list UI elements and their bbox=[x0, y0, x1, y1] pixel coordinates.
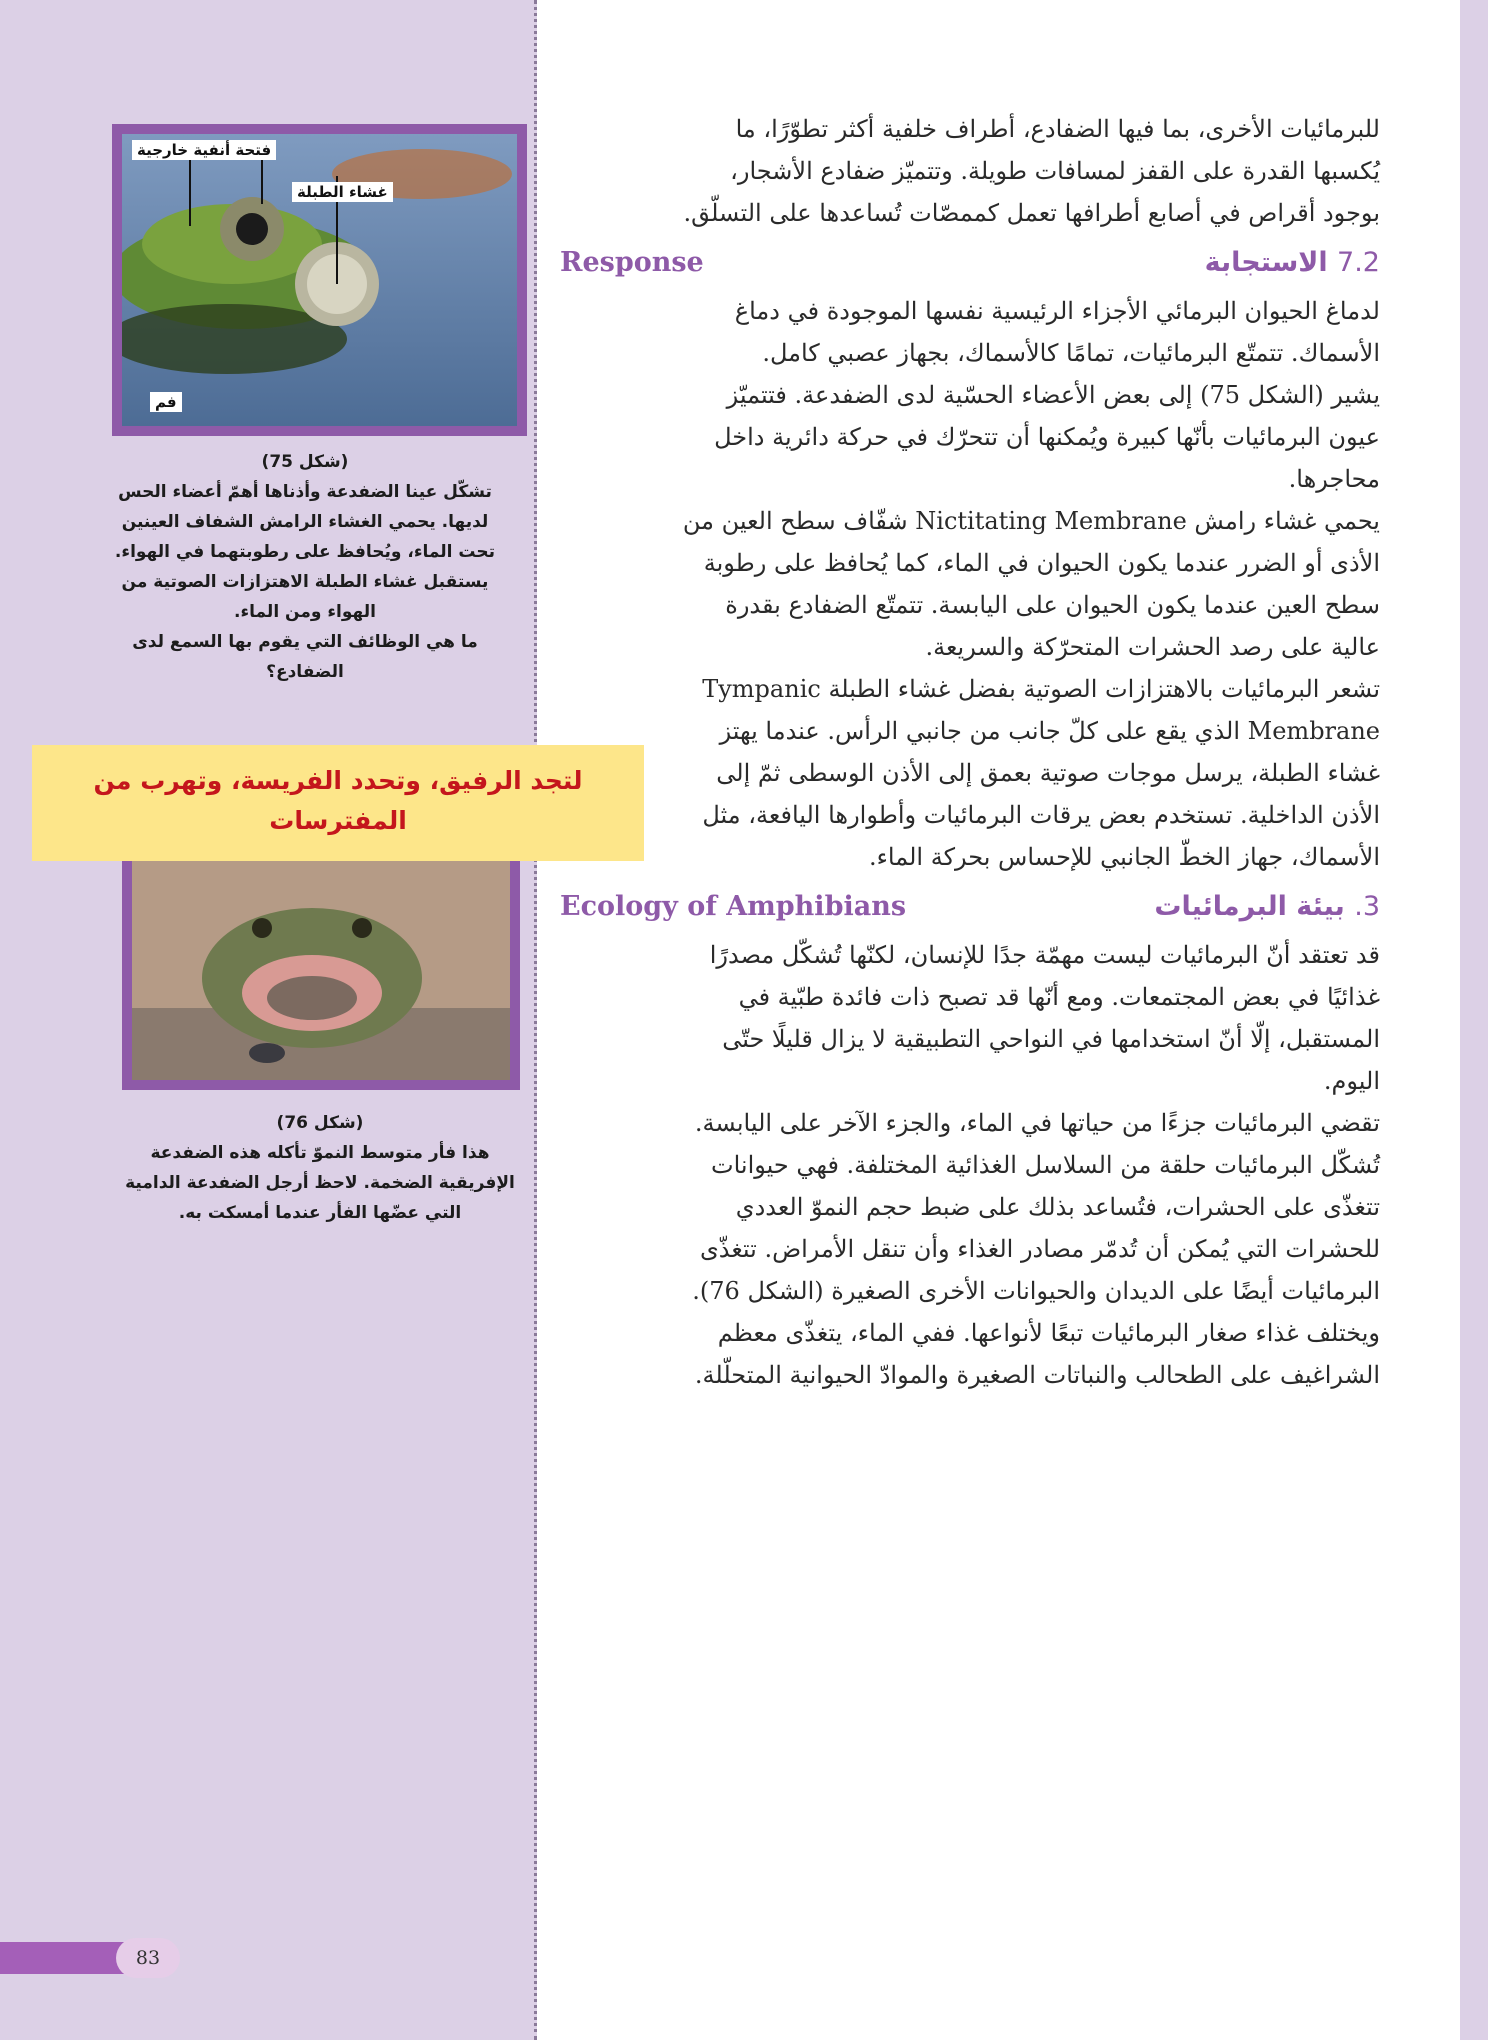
text-line: اليوم. bbox=[1323, 1067, 1380, 1095]
text-line: غذائيًا في بعض المجتمعات. ومع أنّها قد تصبح ذات فائدة طبّية في bbox=[738, 983, 1380, 1011]
text-line: الأسماك، جهاز الخطّ الجانبي للإحساس بحركة الماء. bbox=[869, 843, 1380, 871]
answer-overlay-box bbox=[32, 745, 644, 861]
caption-line: يستقبل غشاء الطبلة الاهتزازات الصوتية من bbox=[121, 572, 489, 592]
text-line: عالية على رصد الحشرات المتحرّكة والسريعة. bbox=[925, 633, 1380, 661]
page-number-bar bbox=[0, 1942, 130, 1974]
caption-line: التي عضّها الفأر عندما أمسكت به. bbox=[178, 1203, 462, 1223]
caption-line: الهواء ومن الماء. bbox=[234, 602, 376, 622]
ecology-paragraph-2 bbox=[560, 1102, 1380, 1396]
text-line: المستقبل، إلّا أنّ استخدامها في النواحي التطبيقية لا يزال قليلًا حتّى bbox=[722, 1025, 1380, 1053]
caption-line: الإفريقية الضخمة. لاحظ أرجل الضفدعة الدامية bbox=[125, 1173, 515, 1193]
answer-line: لتجد الرفيق، وتحدد الفريسة، وتهرب من bbox=[93, 766, 583, 795]
response-paragraph-1 bbox=[560, 290, 1380, 500]
nostril-label: فتحة أنفية خارجية bbox=[132, 140, 276, 160]
section-title-ar-text: الاستجابة bbox=[1204, 246, 1328, 278]
section-3-heading bbox=[560, 880, 1380, 932]
text-line: Membrane الذي يقع على كلّ جانب من جانبي الرأس. عندما يهتز bbox=[719, 717, 1380, 745]
figure-76 bbox=[122, 848, 520, 1090]
text-line: الشراغيف على الطحالب والنباتات الصغيرة والموادّ الحيوانية المتحلّلة. bbox=[694, 1361, 1380, 1389]
text-line: بوجود أقراص في أصابع أطرافها تعمل كممصّات تُساعدها على التسلّق. bbox=[683, 199, 1380, 227]
text-line: محاجرها. bbox=[1288, 465, 1380, 493]
section-number: 3. bbox=[1354, 890, 1380, 922]
figure-76-caption-title: (شكل 76) bbox=[276, 1113, 364, 1133]
response-paragraph-2 bbox=[560, 500, 1380, 668]
text-line: لدماغ الحيوان البرمائي الأجزاء الرئيسية نفسها الموجودة في دماغ bbox=[734, 297, 1380, 325]
bullfrog-eating-mouse-photo bbox=[132, 858, 510, 1080]
page-edge-strip bbox=[1460, 0, 1488, 2040]
figure-75-caption-title: (شكل 75) bbox=[261, 452, 349, 472]
frog-sense-organs-photo bbox=[122, 134, 517, 426]
page-number: 83 bbox=[116, 1938, 180, 1978]
text-line: تقضي البرمائيات جزءًا من حياتها في الماء، والجزء الآخر على اليابسة. bbox=[694, 1109, 1380, 1137]
text-line: تتغذّى على الحشرات، فتُساعد بذلك على ضبط حجم النموّ العددي bbox=[735, 1193, 1380, 1221]
section-title-ar bbox=[1154, 891, 1380, 922]
section-title-ar bbox=[1205, 247, 1380, 278]
text-line: ويختلف غذاء صغار البرمائيات تبعًا لأنواعها. ففي الماء، يتغذّى معظم bbox=[717, 1319, 1380, 1347]
text-line: الأذن الداخلية. تستخدم بعض يرقات البرمائيات وأطوارها اليافعة، مثل bbox=[702, 801, 1380, 829]
text-line: غشاء الطبلة، يرسل موجات صوتية بعمق إلى الأذن الوسطى ثمّ إلى bbox=[716, 759, 1380, 787]
figure-75-caption bbox=[80, 447, 530, 687]
text-line: الأذى أو الضرر عندما يكون الحيوان في الماء، كما يُحافظ على رطوبة bbox=[703, 549, 1380, 577]
caption-line: هذا فأر متوسط النموّ تأكله هذه الضفدعة bbox=[150, 1143, 490, 1163]
tympanic-label: غشاء الطبلة bbox=[292, 182, 393, 202]
text-line: يحمي غشاء رامش Nictitating Membrane شفّاف سطح العين من bbox=[682, 507, 1380, 535]
caption-question: ما هي الوظائف التي يقوم بها السمع لدى bbox=[132, 632, 478, 652]
response-paragraph-3 bbox=[560, 668, 1380, 878]
text-line: سطح العين عندما يكون الحيوان على اليابسة. تتمتّع الضفادع بقدرة bbox=[725, 591, 1380, 619]
ecology-paragraph-1 bbox=[560, 934, 1380, 1102]
section-number: 7.2 bbox=[1337, 246, 1380, 278]
text-line: عيون البرمائيات بأنّها كبيرة ويُمكنها أن تتحرّك في حركة دائرية داخل bbox=[714, 423, 1380, 451]
caption-line: لديها. يحمي الغشاء الرامش الشفاف العينين bbox=[121, 512, 489, 532]
text-line: الأسماك. تتمتّع البرمائيات، تمامًا كالأسماك، بجهاز عصبي كامل. bbox=[762, 339, 1380, 367]
mouth-label: فم bbox=[150, 392, 182, 412]
figure-76-caption bbox=[110, 1108, 530, 1228]
intro-paragraph bbox=[560, 108, 1380, 234]
section-title-en: Ecology of Amphibians bbox=[560, 890, 907, 922]
text-line: للبرمائيات الأخرى، بما فيها الضفادع، أطراف خلفية أكثر تطوّرًا، ما bbox=[735, 115, 1380, 143]
answer-line: المفترسات bbox=[269, 806, 407, 835]
caption-line: تحت الماء، ويُحافظ على رطوبتهما في الهواء. bbox=[114, 542, 496, 562]
main-content bbox=[560, 108, 1380, 1396]
text-line: يُكسبها القدرة على القفز لمسافات طويلة. وتتميّز ضفادع الأشجار، bbox=[730, 157, 1380, 185]
text-line: قد تعتقد أنّ البرمائيات ليست مهمّة جدًا للإنسان، لكنّها تُشكّل مصدرًا bbox=[709, 941, 1380, 969]
caption-question: الضفادع؟ bbox=[266, 662, 344, 682]
section-title-en: Response bbox=[560, 246, 704, 278]
text-line: تشعر البرمائيات بالاهتزازات الصوتية بفضل غشاء الطبلة Tympanic bbox=[702, 675, 1380, 703]
text-line: تُشكّل البرمائيات حلقة من السلاسل الغذائية المختلفة. فهي حيوانات bbox=[711, 1151, 1380, 1179]
text-line: البرمائيات أيضًا على الديدان والحيوانات الأخرى الصغيرة (الشكل 76). bbox=[692, 1277, 1380, 1305]
caption-line: تشكّل عينا الضفدعة وأذناها أهمّ أعضاء الحس bbox=[118, 482, 492, 502]
figure-75 bbox=[112, 124, 527, 436]
section-7-2-heading bbox=[560, 236, 1380, 288]
text-line: يشير (الشكل 75) إلى بعض الأعضاء الحسّية لدى الضفدعة. فتتميّز bbox=[726, 381, 1380, 409]
text-line: للحشرات التي يُمكن أن تُدمّر مصادر الغذاء وأن تنقل الأمراض. تتغذّى bbox=[699, 1235, 1380, 1263]
section-title-ar-text: بيئة البرمائيات bbox=[1154, 890, 1345, 922]
